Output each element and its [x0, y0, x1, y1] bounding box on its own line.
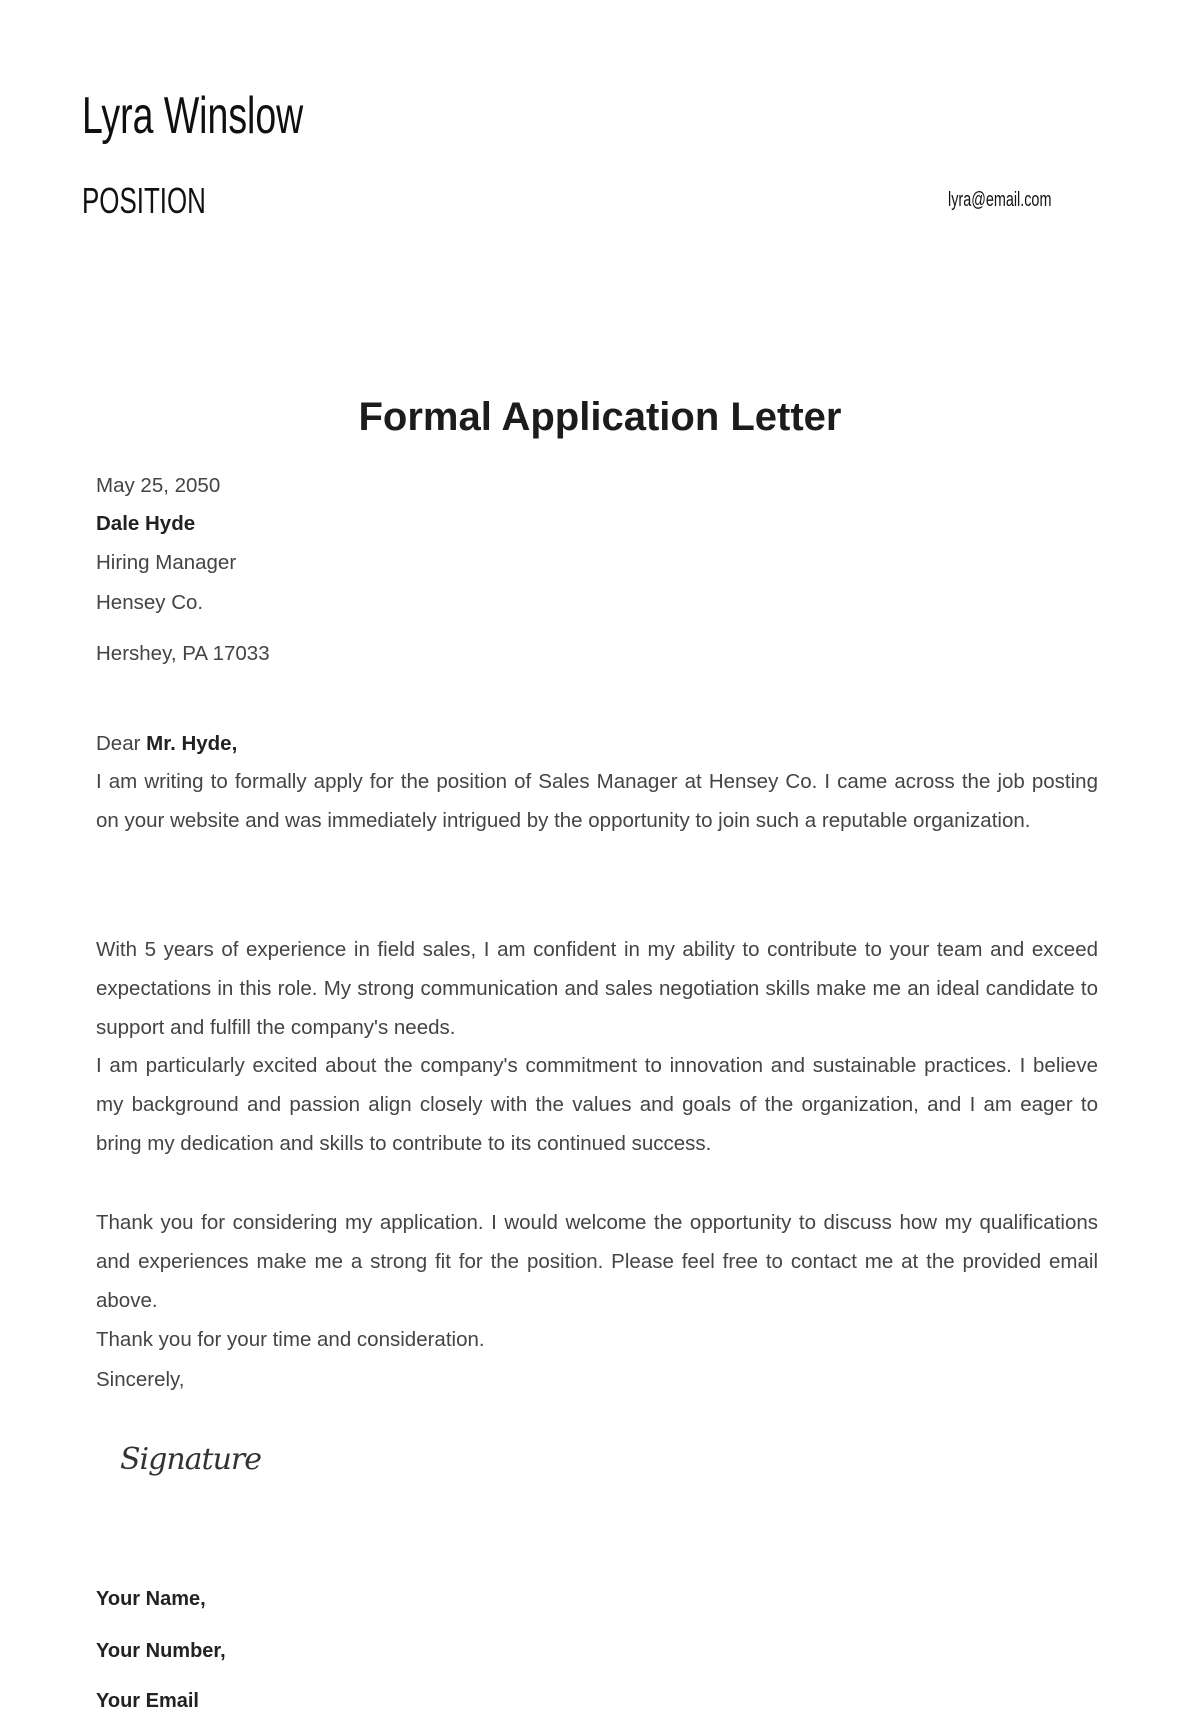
salutation-prefix: Dear: [96, 732, 147, 755]
sender-email: lyra@email.com: [948, 189, 1052, 211]
recipient-company: Hensey Co.: [96, 591, 204, 614]
paragraph-intro: I am writing to formally apply for the position of Sales Manager at Hensey Co. I came across the job posting on your website and was immediately intrigued by the opportunity to join such a reputable organization.: [96, 770, 1098, 832]
closing: Sincerely,: [96, 1368, 185, 1391]
paragraph-thanks: Thank you for considering my application. I would welcome the opportunity to discuss how my qualifications and experiences make me a strong fit for the position. Please feel free to contact me at the provided email above.: [96, 1211, 1098, 1312]
paragraph-closing-thanks: Thank you for your time and consideration.: [96, 1328, 485, 1351]
letter-title: Formal Application Letter: [358, 395, 842, 439]
paragraph-experience: With 5 years of experience in field sales, I am confident in my ability to contribute to your team and exceed expectations in this role. My strong communication and sales negotiation skills make me an ideal candidate to support and fulfill the company's needs.: [96, 938, 1098, 1039]
signature: Signature: [120, 1442, 262, 1477]
sender-position: POSITION: [82, 180, 206, 221]
letter-date: May 25, 2050: [96, 474, 221, 497]
sender-name: Lyra Winslow: [82, 87, 304, 145]
paragraph-motivation: I am particularly excited about the company's commitment to innovation and sustainable practices. I believe my background and passion align closely with the values and goals of the organization, and I am eager to bring my dedication and skills to contribute to its continued success.: [96, 1054, 1098, 1155]
recipient-address: Hershey, PA 17033: [96, 642, 270, 665]
recipient-title: Hiring Manager: [96, 551, 237, 574]
signoff-number: Your Number,: [96, 1640, 226, 1662]
salutation-name: Mr. Hyde,: [146, 732, 238, 755]
recipient-name: Dale Hyde: [96, 512, 196, 535]
salutation: [96, 732, 237, 756]
signoff-name: Your Name,: [96, 1588, 206, 1610]
signoff-email: Your Email: [96, 1690, 199, 1712]
